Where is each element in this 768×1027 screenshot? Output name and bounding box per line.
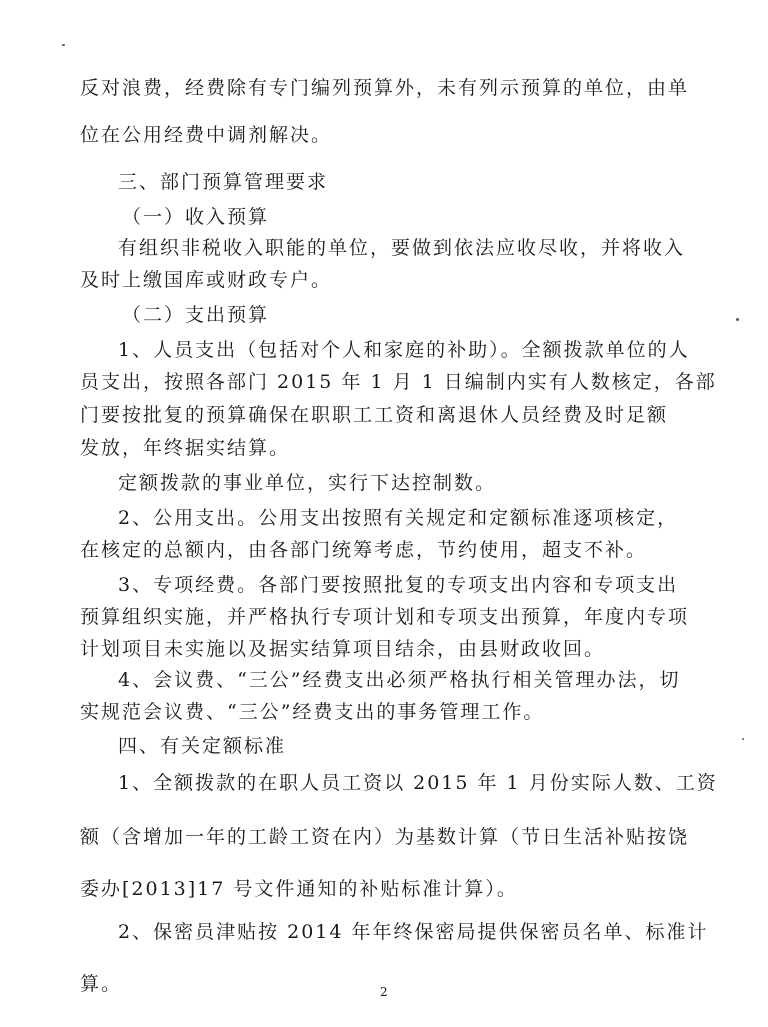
text-line: 反对浪费，经费除有专门编列预算外，未有列示预算的单位，由单 bbox=[80, 77, 690, 99]
text-line: 及时上缴国库或财政专户。 bbox=[80, 269, 333, 291]
section-heading: 三、部门预算管理要求 bbox=[118, 171, 329, 193]
subsection-heading: （一）收入预算 bbox=[122, 206, 270, 228]
text-line: 有组织非税收入职能的单位，要做到依法应收尽收，并将收入 bbox=[118, 237, 686, 259]
scan-speck bbox=[736, 318, 739, 321]
text-line: 1、人员支出（包括对个人和家庭的补助）。全额拨款单位的人 bbox=[118, 339, 690, 361]
scan-speck bbox=[62, 44, 65, 46]
text-line: 3、专项经费。各部门要按照批复的专项支出内容和专项支出 bbox=[118, 574, 679, 596]
scan-speck bbox=[742, 738, 744, 740]
text-line: 门要按批复的预算确保在职职工工资和离退休人员经费及时足额 bbox=[80, 404, 669, 426]
text-line: 额（含增加一年的工龄工资在内）为基数计算（节日生活补贴按饶 bbox=[80, 826, 690, 848]
text-line: 计划项目未实施以及据实结算项目结余，由县财政收回。 bbox=[80, 638, 606, 660]
text-line: 4、会议费、“三公”经费支出必须严格执行相关管理办法，切 bbox=[118, 669, 681, 691]
text-line: 委办[2013]17 号文件通知的补贴标准计算）。 bbox=[80, 878, 518, 900]
page-number: 2 bbox=[380, 985, 388, 999]
text-line: 2、公用支出。公用支出按照有关规定和定额标准逐项核定， bbox=[118, 507, 679, 529]
text-line: 发放，年终据实结算。 bbox=[80, 437, 291, 459]
text-line: 预算组织实施，并严格执行专项计划和专项支出预算，年度内专项 bbox=[80, 606, 690, 628]
text-line: 位在公用经费中调剂解决。 bbox=[80, 124, 333, 146]
text-line: 在核定的总额内，由各部门统筹考虑，节约使用，超支不补。 bbox=[80, 539, 648, 561]
text-line: 1、全额拨款的在职人员工资以 2015 年 1 月份实际人数、工资 bbox=[118, 772, 718, 794]
text-line: 定额拨款的事业单位，实行下达控制数。 bbox=[118, 472, 497, 494]
text-line: 实规范会议费、“三公”经费支出的事务管理工作。 bbox=[80, 701, 545, 723]
section-heading: 四、有关定额标准 bbox=[118, 735, 287, 757]
text-line: 2、保密员津贴按 2014 年年终保密局提供保密员名单、标准计 bbox=[118, 921, 709, 943]
text-line: 员支出，按照各部门 2015 年 1 月 1 日编制内实有人数核定，各部 bbox=[80, 371, 717, 393]
subsection-heading: （二）支出预算 bbox=[122, 304, 270, 326]
text-line: 算。 bbox=[80, 973, 123, 995]
